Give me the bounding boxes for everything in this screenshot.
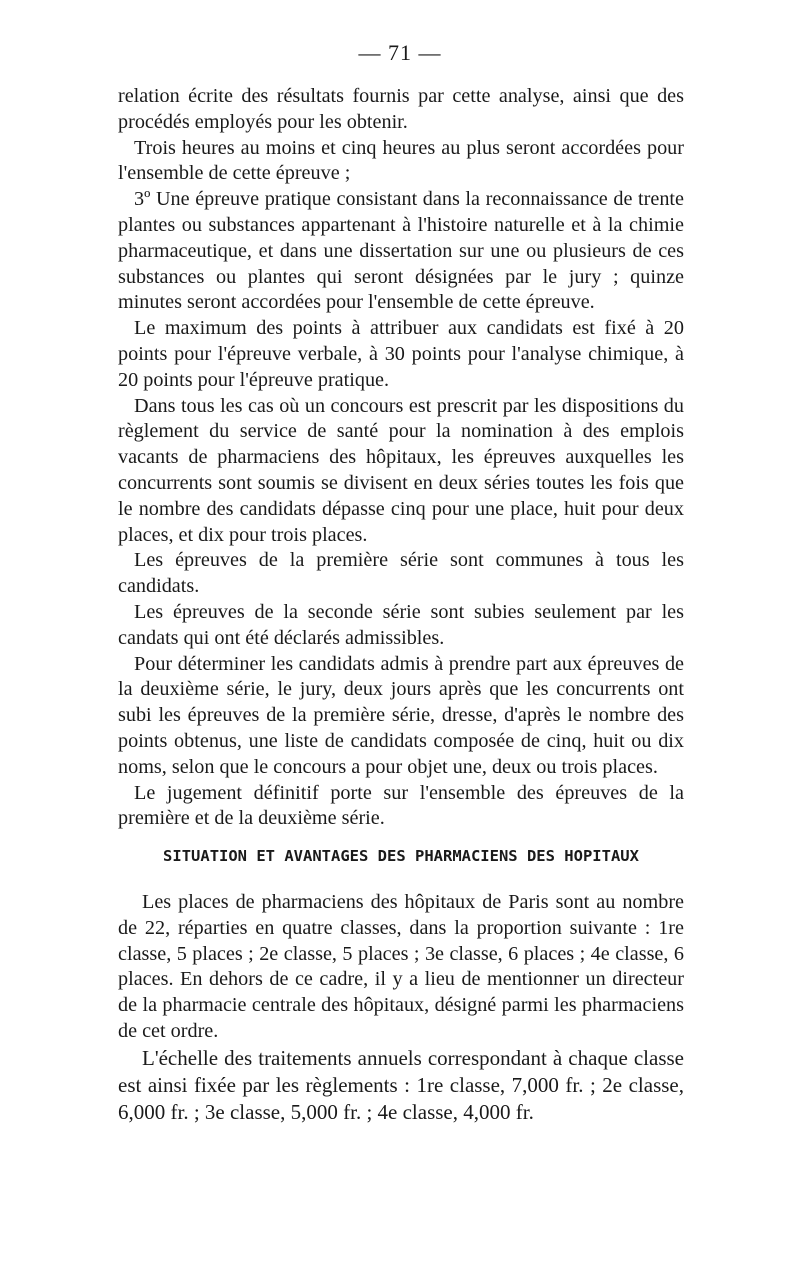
section-body-text bbox=[118, 890, 684, 1126]
paragraph: Les places de pharmaciens des hôpitaux de Paris sont au nombre de 22, réparties en quatre classes, dans la proportion suivante : 1re classe, 5 places ; 2e classe, 5 places ; 3e classe, 6 places ; 4e classe, 6 places. En dehors de ce cadre, il y a lieu de mentionner un directeur de la pharmacie centrale des hôpitaux, désigné parmi les pharmaciens de cet ordre. bbox=[118, 891, 684, 1042]
paragraph: Dans tous les cas où un concours est prescrit par les dispositions du règlement du service de santé pour la nomination à des emplois vacants de pharmaciens des hôpitaux, les épreuves auxquelles les concurrents sont soumis se divisent en deux séries toutes les fois que le nombre des candidats dépasse cinq pour une place, huit pour deux places, et dix pour trois places. bbox=[118, 394, 684, 546]
paragraph: Les épreuves de la première série sont communes à tous les candidats. bbox=[118, 549, 684, 598]
paragraph: Les épreuves de la seconde série sont subies seulement par les candats qui ont été déclarés admissibles. bbox=[118, 600, 684, 649]
paragraph: Trois heures au moins et cinq heures au plus seront accordées pour l'ensemble de cette épreuve ; bbox=[118, 136, 684, 185]
body-text bbox=[118, 84, 684, 832]
paragraph: L'échelle des traitements annuels correspondant à chaque classe est ainsi fixée par les règlements : 1re classe, 7,000 fr. ; 2e classe, 6,000 fr. ; 3e classe, 5,000 fr. ; 4e classe, 4,000 fr. bbox=[118, 1045, 684, 1124]
page-number: — 71 — bbox=[358, 40, 442, 65]
paragraph: Le jugement définitif porte sur l'ensemble des épreuves de la première et de la deuxième série. bbox=[118, 781, 684, 830]
paragraph: 3º Une épreuve pratique consistant dans la reconnaissance de trente plantes ou substances appartenant à l'histoire naturelle et à la chimie pharmaceutique, et dans une dissertation sur une ou plusieurs de ces substances ou plantes qui seront désignées par le jury ; quinze minutes seront accordées pour l'ensemble de cette épreuve. bbox=[118, 188, 684, 314]
section-title: SITUATION ET AVANTAGES DES PHARMACIENS DES HOPITAUX bbox=[163, 847, 639, 865]
paragraph: Le maximum des points à attribuer aux candidats est fixé à 20 points pour l'épreuve verbale, à 30 points pour l'analyse chimique, à 20 points pour l'épreuve pratique. bbox=[118, 317, 684, 391]
paragraph: Pour déterminer les candidats admis à prendre part aux épreuves de la deuxième série, le jury, deux jours après que les concurrents ont subi les épreuves de la première série, dresse, d'après le nombre des points obtenus, une liste de candidats composée de cinq, huit ou dix noms, selon que le concours a pour objet une, deux ou trois places. bbox=[118, 652, 684, 778]
paragraph: relation écrite des résultats fournis par cette analyse, ainsi que des procédés employés pour les obtenir. bbox=[118, 85, 684, 133]
